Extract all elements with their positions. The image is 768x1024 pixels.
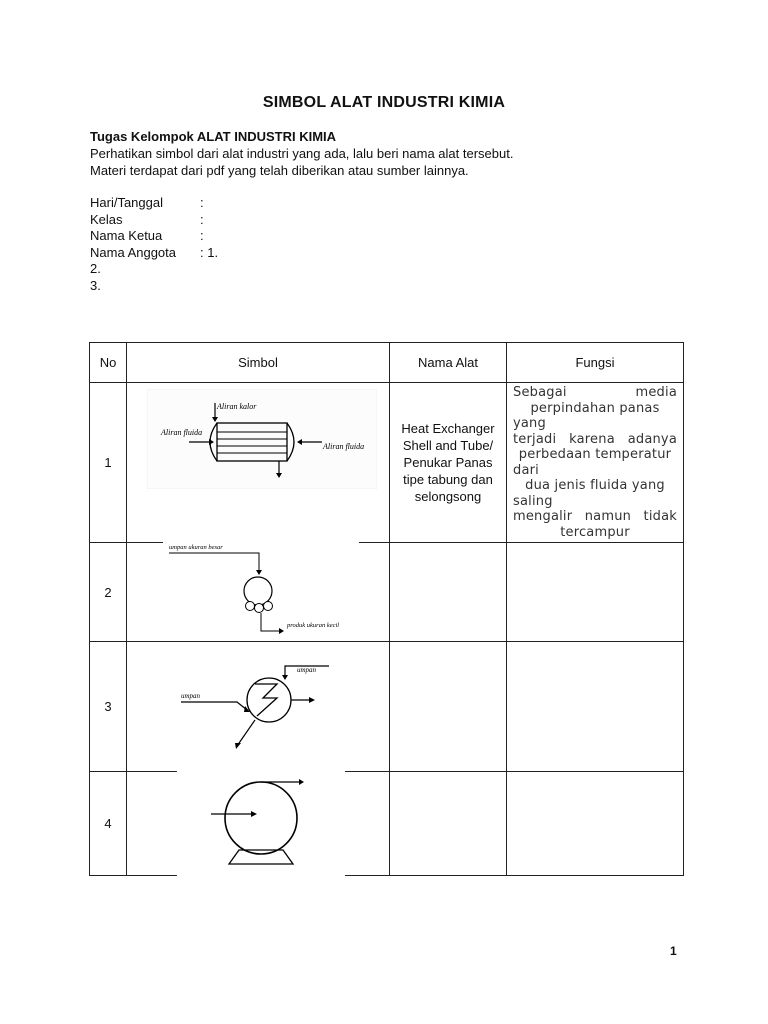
field-row-members bbox=[90, 245, 220, 262]
row-number: 2 bbox=[90, 543, 127, 642]
nama-alat-line: Penukar Panas bbox=[403, 455, 493, 470]
symbol-cell bbox=[127, 772, 390, 876]
symbol-label-left: Aliran fluida bbox=[161, 428, 203, 437]
row-number: 4 bbox=[90, 772, 127, 876]
field-separator: : bbox=[200, 228, 204, 243]
table-row bbox=[90, 772, 684, 876]
field-separator: : bbox=[200, 211, 204, 227]
row-number: 1 bbox=[90, 383, 127, 543]
field-label: Nama Anggota bbox=[90, 244, 177, 260]
table-row bbox=[90, 543, 684, 642]
field-row-leader bbox=[90, 228, 220, 245]
fungsi-line: terjadi karena adanya bbox=[513, 431, 677, 447]
nama-alat-cell bbox=[390, 543, 507, 642]
fungsi-line: perbedaan temperatur dari bbox=[513, 447, 672, 478]
member-line-2: 2. bbox=[90, 261, 101, 276]
field-row-class bbox=[90, 212, 220, 229]
symbol-label-bottom: produk ukuran kecil bbox=[287, 622, 340, 629]
symbol-label-left: umpan bbox=[181, 692, 201, 700]
field-label: Kelas bbox=[90, 211, 123, 227]
symbol-label-right: umpan bbox=[297, 666, 317, 674]
nama-alat-line: tipe tabung dan bbox=[403, 472, 493, 487]
symbol-cell bbox=[127, 543, 390, 642]
table-row bbox=[90, 383, 684, 543]
fungsi-line: mengalir namun tidak bbox=[513, 509, 677, 524]
symbol-cell bbox=[127, 642, 390, 772]
intro-heading: Tugas Kelompok ALAT INDUSTRI KIMIA bbox=[90, 129, 337, 144]
field-label: Hari/Tanggal bbox=[90, 195, 163, 210]
intro-section bbox=[90, 128, 513, 179]
nama-alat-line: Heat Exchanger bbox=[401, 421, 495, 436]
fungsi-cell bbox=[507, 383, 684, 543]
identity-fields bbox=[90, 195, 220, 294]
field-separator: : bbox=[200, 195, 204, 210]
fungsi-line: perpindahan panas yang bbox=[513, 400, 660, 431]
crusher-symbol bbox=[163, 539, 359, 639]
table-header-row bbox=[90, 343, 684, 383]
heat-exchanger-symbol bbox=[147, 389, 377, 489]
heater-coil-symbol bbox=[173, 642, 349, 768]
nama-alat-line: Shell and Tube/ bbox=[402, 438, 494, 453]
nama-alat-cell bbox=[390, 383, 507, 543]
fungsi-line: dua jenis fluida yang saling bbox=[513, 478, 665, 509]
intro-line-2: Materi terdapat dari pdf yang telah diberikan atau sumber lainnya. bbox=[90, 163, 469, 178]
member-line-3: 3. bbox=[90, 277, 101, 293]
nama-alat-cell bbox=[390, 772, 507, 876]
field-row-date bbox=[90, 195, 220, 212]
symbol-label-top: umpan ukuran besar bbox=[169, 544, 223, 551]
header-no: No bbox=[90, 343, 127, 383]
header-nama-alat: Nama Alat bbox=[390, 343, 507, 383]
symbol-label-top: Aliran kalor bbox=[217, 402, 257, 411]
symbol-label-right: Aliran fluida bbox=[323, 442, 365, 451]
header-fungsi: Fungsi bbox=[507, 343, 684, 383]
fungsi-cell bbox=[507, 642, 684, 772]
nama-alat-line: selongsong bbox=[414, 489, 482, 504]
page-number: 1 bbox=[670, 944, 677, 958]
document-title: SIMBOL ALAT INDUSTRI KIMIA bbox=[262, 94, 506, 111]
table-row bbox=[90, 642, 684, 772]
symbol-table bbox=[89, 342, 684, 876]
header-simbol: Simbol bbox=[127, 343, 390, 383]
fungsi-cell bbox=[507, 543, 684, 642]
fungsi-line: Sebagai media bbox=[513, 385, 677, 400]
field-label: Nama Ketua bbox=[90, 228, 163, 243]
row-number: 3 bbox=[90, 642, 127, 772]
fungsi-cell bbox=[507, 772, 684, 876]
symbol-cell bbox=[127, 383, 390, 543]
nama-alat-cell bbox=[390, 642, 507, 772]
intro-line-1: Perhatikan simbol dari alat industri yang ada, lalu beri nama alat tersebut. bbox=[90, 146, 514, 161]
field-separator: : 1. bbox=[200, 244, 219, 260]
fungsi-line: tercampur bbox=[560, 524, 630, 540]
pump-symbol bbox=[177, 768, 345, 880]
